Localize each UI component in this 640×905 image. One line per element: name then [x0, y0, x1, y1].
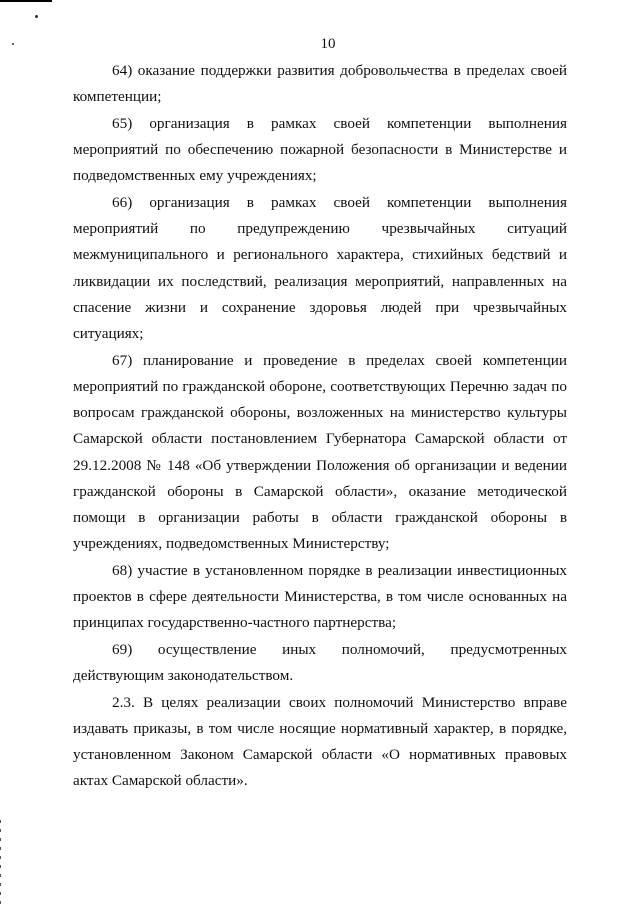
scan-artifact-dot [35, 15, 38, 18]
section-2-3: 2.3. В целях реализации своих полномочий Министерство вправе издавать приказы, в том числе носящие нормативный характер, в порядке, установленном Законом Самарской области «О нормативных правовых актах Самарской области». [73, 693, 567, 790]
document-body [73, 58, 567, 795]
clause-65: 65) организация в рамках своей компетенции выполнения мероприятий по обеспечению пожарной безопасности в Министерстве и подведомственных ему учреждениях; [73, 114, 567, 185]
clause-69: 69) осуществление иных полномочий, предусмотренных действующим законодательством. [73, 640, 567, 685]
clause-67: 67) планирование и проведение в пределах своей компетенции мероприятий по гражданской обороне, соответствующих Перечню задач по вопросам гражданской обороны, возложенных на министерство культуры Самарской области постановлением Губернатора Самарской области от 29.12.2008 № 148 «Об утверждении Положения об организации и ведении гражданской обороны в Самарской области», оказание методической помощи в организации работы в области гражданской обороны в учреждениях, подведомственных Министерству; [73, 351, 567, 553]
clause-68: 68) участие в установленном порядке в реализации инвестиционных проектов в сфере деятельности Министерства, в том числе основанных на принципах государственно-частного партнерства; [73, 561, 567, 632]
clause-66: 66) организация в рамках своей компетенции выполнения мероприятий по предупреждению чрезвычайных ситуаций межмуниципального и регионального характера, стихийных бедствий и ликвидации их последствий, реализация мероприятий, направленных на спасение жизни и сохранение здоровья людей при чрезвычайных ситуациях; [73, 194, 567, 343]
scan-artifact-edge [0, 820, 1, 905]
scan-artifact-top [0, 0, 52, 2]
clause-64: 64) оказание поддержки развития добровольчества в пределах своей компетенции; [73, 62, 567, 106]
page-number: 10 [320, 36, 336, 52]
